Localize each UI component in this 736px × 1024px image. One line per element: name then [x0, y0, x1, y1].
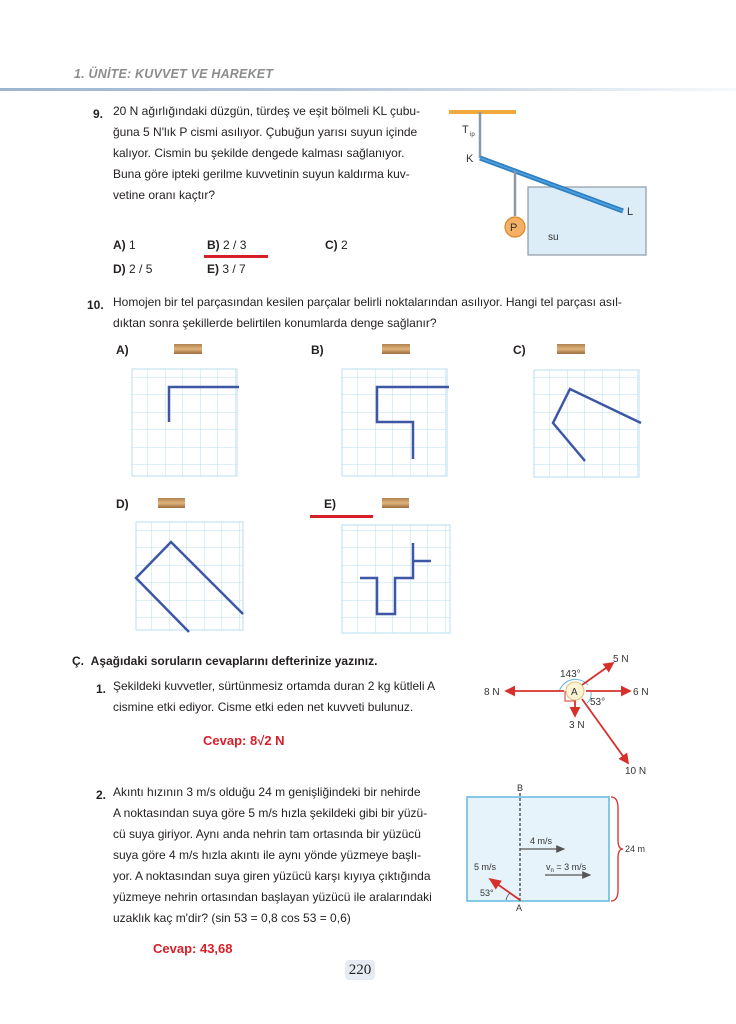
q9-line: ğuna 5 N'lık P cismi asılıyor. Çubuğun yarısı suyun içinde: [113, 125, 418, 139]
s2-line: uzaklık kaç m'dir? (sin 53 = 0,8 cos 53 = 0,6): [113, 911, 351, 925]
svg-text:su: su: [548, 232, 559, 243]
svg-text:K: K: [466, 153, 474, 165]
q10-figure-a: [130, 342, 245, 482]
q10-label-e[interactable]: E): [324, 497, 336, 511]
q9-option-c[interactable]: C) 2: [325, 238, 348, 252]
svg-text:8 N: 8 N: [484, 687, 500, 698]
svg-text:L: L: [627, 206, 634, 218]
svg-text:P: P: [510, 222, 518, 234]
q10-figure-b: [340, 342, 455, 482]
s2-river-diagram: [460, 778, 680, 913]
svg-text:53°: 53°: [590, 697, 606, 708]
svg-text:53°: 53°: [480, 888, 494, 898]
s2-number: 2.: [96, 788, 107, 802]
s1-line: Şekildeki kuvvetler, sürtünmesiz ortamda duran 2 kg kütleli A: [113, 679, 436, 693]
q9-line: vetine oranı kaçtır?: [113, 188, 216, 202]
section-heading: [72, 654, 377, 668]
q10-label-b[interactable]: B): [311, 343, 324, 357]
q10-text: [113, 292, 673, 334]
q9-line: 20 N ağırlığındaki düzgün, türdeş ve eşit bölmeli KL çubu-: [113, 104, 421, 118]
s2-answer: Cevap: 43,68: [153, 941, 233, 956]
s2-line: cü suya giriyor. Aynı anda nehrin tam ortasında bir yüzücü: [113, 827, 421, 841]
svg-text:4 m/s: 4 m/s: [530, 836, 553, 846]
q10-number: 10.: [87, 298, 104, 312]
q10-line: Homojen bir tel parçasından kesilen parçalar belirli noktalarından asılıyor. Hangi tel parçası asıl-: [113, 295, 622, 309]
svg-text:143°: 143°: [560, 669, 581, 680]
page-number: 220: [345, 960, 375, 980]
svg-text:3 N: 3 N: [569, 720, 585, 731]
svg-text:A: A: [571, 687, 578, 698]
section-letter: Ç.: [72, 654, 84, 668]
s2-line: yor. A noktasından suya giren yüzücü karşı kıyıya çıktığında: [113, 869, 431, 883]
svg-text:ip: ip: [470, 132, 475, 138]
header-divider: [0, 88, 736, 91]
s2-line: Akıntı hızının 3 m/s olduğu 24 m genişliğindeki bir nehirde: [113, 785, 421, 799]
s1-line: cismine etki ediyor. Cisme etki eden net kuvveti bulunuz.: [113, 700, 414, 714]
s2-line: A noktasından suya göre 5 m/s hızla şekildeki gibi bir yüzü-: [113, 806, 428, 820]
section-title: Aşağıdaki soruların cevaplarını defterinize yazınız.: [90, 654, 378, 668]
s1-text: [113, 676, 473, 718]
svg-text:5 m/s: 5 m/s: [474, 862, 497, 872]
q9-option-b[interactable]: B) 2 / 3: [207, 238, 247, 252]
svg-text:A: A: [516, 903, 523, 913]
q9-option-a[interactable]: A) 1: [113, 238, 136, 252]
svg-text:5 N: 5 N: [613, 654, 629, 665]
q10-label-c[interactable]: C): [513, 343, 526, 357]
q9-option-e[interactable]: E) 3 / 7: [207, 262, 246, 276]
svg-text:vn = 3 m/s: $v_n = 3$ m/s: [546, 862, 587, 874]
q10-label-a[interactable]: A): [116, 343, 129, 357]
q9-line: Buna göre ipteki gerilme kuvvetinin suyun kaldırma kuv-: [113, 167, 410, 181]
q9-lever-figure: [440, 100, 670, 260]
q10-line: dıktan sonra şekillerde belirtilen konumlarda denge sağlanır?: [113, 316, 437, 330]
q10-figure-d: [134, 495, 249, 635]
q9-option-d[interactable]: D) 2 / 5: [113, 262, 153, 276]
svg-text:6 N: 6 N: [633, 687, 649, 698]
q10-figure-c: [532, 342, 647, 482]
q9-number: 9.: [93, 107, 104, 121]
svg-text:24 m: 24 m: [625, 844, 646, 854]
q9-line: kalıyor. Cismin bu şekilde dengede kalması sağlanıyor.: [113, 146, 405, 160]
svg-text:B: B: [517, 783, 524, 793]
s1-number: 1.: [96, 682, 107, 696]
s1-answer: Cevap: 8√2 N: [203, 733, 285, 748]
s2-text: [113, 782, 458, 929]
svg-text:10 N: 10 N: [625, 766, 647, 777]
q9-text: [113, 101, 443, 206]
q10-figure-e: [340, 495, 455, 640]
q10-label-d[interactable]: D): [116, 497, 129, 511]
svg-text:T: T: [462, 124, 469, 136]
s2-line: suya göre 4 m/s hızla akıntı ile aynı yönde yüzmeye başlı-: [113, 848, 422, 862]
unit-header-title: 1. ÜNİTE: KUVVET VE HAREKET: [74, 67, 274, 81]
s2-line: yüzmeye nehrin ortasından başlayan yüzücü ile aralarındaki: [113, 890, 432, 904]
q9-answer-underline: [204, 255, 268, 258]
s1-force-diagram: [470, 645, 670, 785]
